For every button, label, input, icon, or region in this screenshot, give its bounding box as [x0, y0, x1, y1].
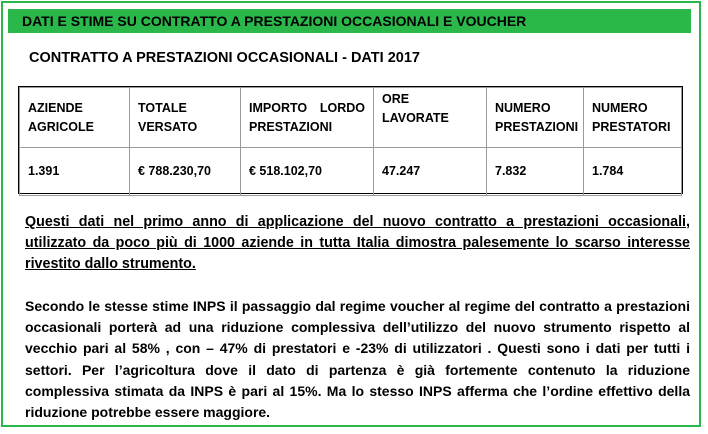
summary-paragraph: Questi dati nel primo anno di applicazione del nuovo contratto a prestazioni occasionali, utilizzato da poco più di 1000 aziende in tutta Italia dimostra palesemente lo scarso interesse rivestito dallo strumento.	[25, 214, 690, 272]
cell-ore-lavorate: 47.247	[374, 148, 487, 196]
header-aziende-agricole: AZIENDE AGRICOLE	[20, 88, 130, 148]
header-ore-lavorate: ORE LAVORATE	[374, 88, 487, 148]
table-header-row	[20, 88, 682, 148]
cell-totale-versato: € 788.230,70	[130, 148, 241, 196]
section-banner: DATI E STIME SU CONTRATTO A PRESTAZIONI OCCASIONALI E VOUCHER	[8, 9, 691, 33]
cell-aziende-agricole: 1.391	[20, 148, 130, 196]
header-numero-prestazioni: NUMERO PRESTAZIONI	[487, 88, 584, 148]
table-row	[20, 148, 682, 196]
table-title: CONTRATTO A PRESTAZIONI OCCASIONALI - DATI 2017	[29, 50, 420, 66]
header-numero-prestatori: NUMERO PRESTATORI	[584, 88, 682, 148]
inps-estimate-paragraph: Secondo le stesse stime INPS il passaggio dal regime voucher al regime del contratto a prestazioni occasionali porterà ad una riduzione complessiva dell’utilizzo del nuovo strumento rispetto al vecchio pari al 58% , con – 47% di prestatori e -23% di utilizzatori . Questi sono i dati per tutti i settori. Per l’agricoltura dove il dato di partenza è già fortemente contenuto la riduzione complessiva stimata da INPS è pari al 15%. Ma lo stesso INPS afferma che l’ordine effettivo della riduzione potrebbe essere maggiore.	[25, 298, 690, 421]
cell-numero-prestazioni: 7.832	[487, 148, 584, 196]
cell-numero-prestatori: 1.784	[584, 148, 682, 196]
header-totale-versato: TOTALE VERSATO	[130, 88, 241, 148]
data-table	[18, 86, 683, 194]
header-importo-lordo: IMPORTO LORDO PRESTAZIONI	[241, 88, 374, 148]
cell-importo-lordo: € 518.102,70	[241, 148, 374, 196]
